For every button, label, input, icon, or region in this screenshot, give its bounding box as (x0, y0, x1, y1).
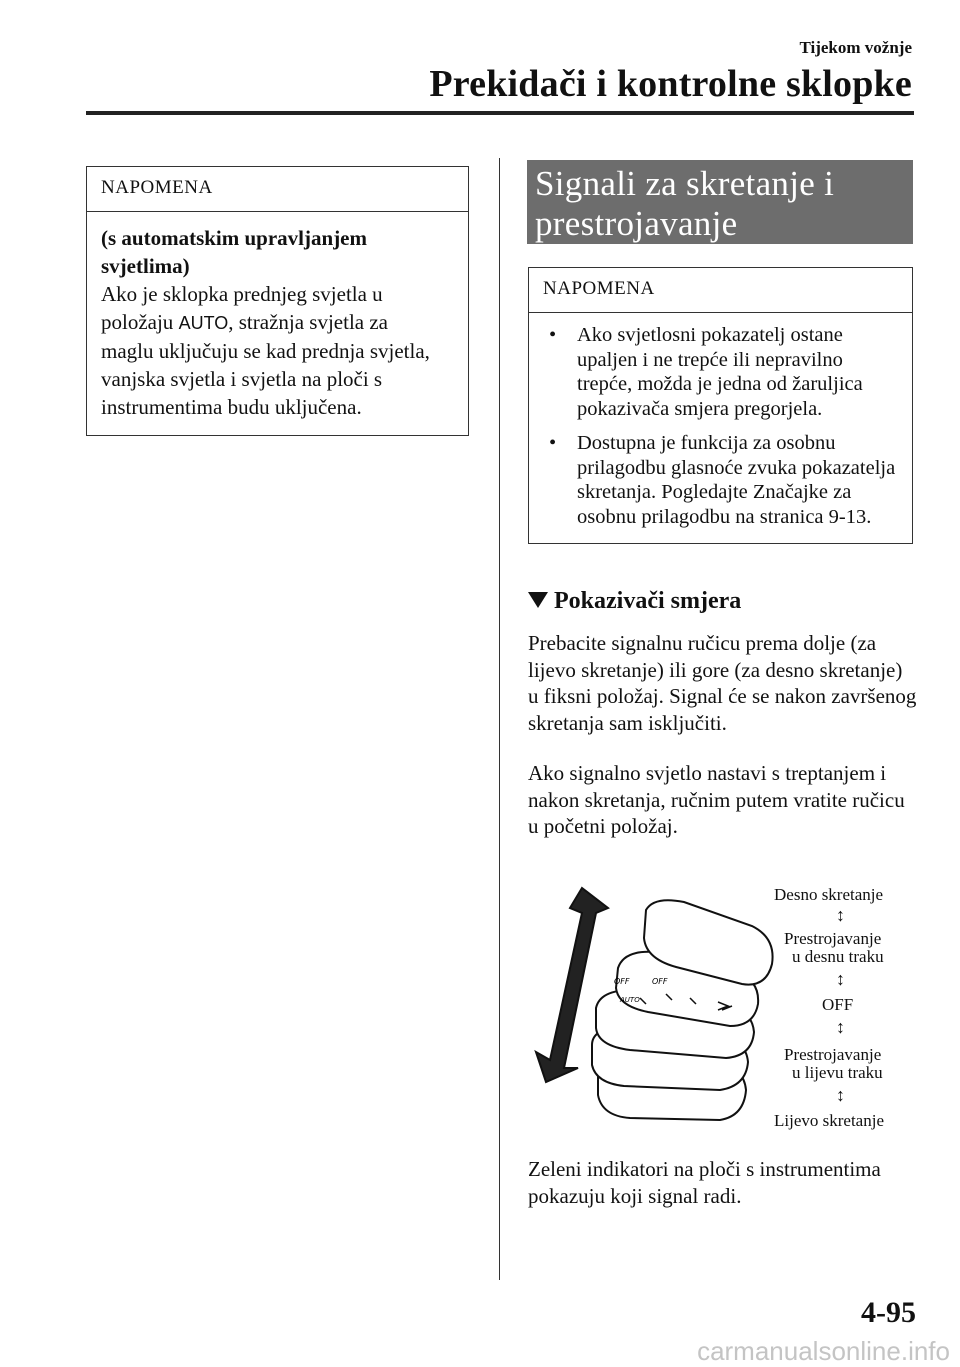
updown-arrow-icon: ↕ (836, 969, 845, 989)
bullet-glyph: • (549, 324, 557, 346)
note-text: maglu uključuju se kad prednja svjetla, vanjska svjetla i svjetla na ploči s instrumentima budu uključena. (101, 339, 430, 419)
triangle-icon (528, 592, 548, 608)
paragraph: Ako signalno svjetlo nastavi s treptanjem i nakon skretanja, ručnim putem vratite ručicu u početni položaj. (528, 761, 905, 838)
note-line-auto (101, 308, 454, 337)
banner-line: Signali za skretanje i (535, 164, 835, 203)
note-condition: (s automatskim upravljanjem svjetlima) (101, 226, 367, 278)
note-heading: NAPOMENA (87, 167, 468, 212)
note-bullet (543, 431, 898, 529)
label-lane-right: Prestrojavanje (784, 929, 882, 948)
turn-signal-figure (520, 880, 920, 1140)
subsection-heading (528, 588, 741, 615)
label-lane-left: Prestrojavanje (784, 1045, 882, 1064)
note-box-right (528, 267, 913, 544)
switch-mark-off: OFF (652, 977, 668, 986)
label-lane-left: u lijevu traku (792, 1063, 883, 1082)
label-left-turn: Lijevo skretanje (774, 1111, 884, 1130)
note-heading: NAPOMENA (529, 268, 912, 313)
label-off: OFF (822, 995, 854, 1014)
watermark: carmanualsonline.info (697, 1336, 950, 1366)
bullet-text: Ako svjetlosni pokazatelj ostane upaljen i ne trepće ili nepravilno trepće, možda je jedna od žaruljica pokazivača smjera pregorjela. (577, 324, 863, 420)
paragraph: Prebacite signalnu ručicu prema dolje (za lijevo skretanje) ili gore (za desno skretanje) u fiksni položaj. Signal će se nakon završenog skretanja sam isključiti. (528, 631, 917, 735)
note-box-left (86, 166, 469, 436)
subsection-title: Pokazivači smjera (554, 588, 742, 614)
note-body (529, 313, 912, 543)
note-bullet (543, 323, 898, 421)
updown-arrow-icon: ↕ (836, 905, 845, 925)
lever-illustration (520, 880, 780, 1140)
bullet-text: Dostupna je funkcija za osobnu prilagodbu glasnoće zvuka pokazatelja skretanja. Pogledajte Značajke za osobnu prilagodbu na stranica 9-13. (577, 432, 896, 528)
section-header: Tijekom vožnje (799, 38, 912, 57)
header-rule (86, 111, 914, 115)
note-text: položaju (101, 310, 179, 334)
switch-mark-auto: AUTO (620, 996, 640, 1004)
paragraph: Zeleni indikatori na ploči s instrumentima pokazuju koji signal radi. (528, 1157, 881, 1208)
note-text: , stražnja svjetla za (228, 310, 389, 334)
switch-mark-off: OFF (614, 977, 630, 986)
auto-label: AUTO (178, 313, 229, 333)
bullet-glyph: • (549, 432, 557, 454)
updown-arrow-icon: ↕ (836, 1085, 845, 1105)
label-lane-right: u desnu traku (792, 947, 884, 966)
page-title: Prekidači i kontrolne sklopke (429, 63, 912, 105)
section-banner (527, 160, 913, 244)
note-line: Ako je sklopka prednjeg svjetla u (101, 282, 383, 306)
label-right-turn: Desno skretanje (774, 885, 884, 904)
note-body (87, 212, 468, 435)
banner-line: prestrojavanje (535, 204, 738, 243)
column-divider (499, 158, 500, 1280)
page-number: 4-95 (861, 1296, 916, 1329)
updown-arrow-icon: ↕ (836, 1017, 845, 1037)
